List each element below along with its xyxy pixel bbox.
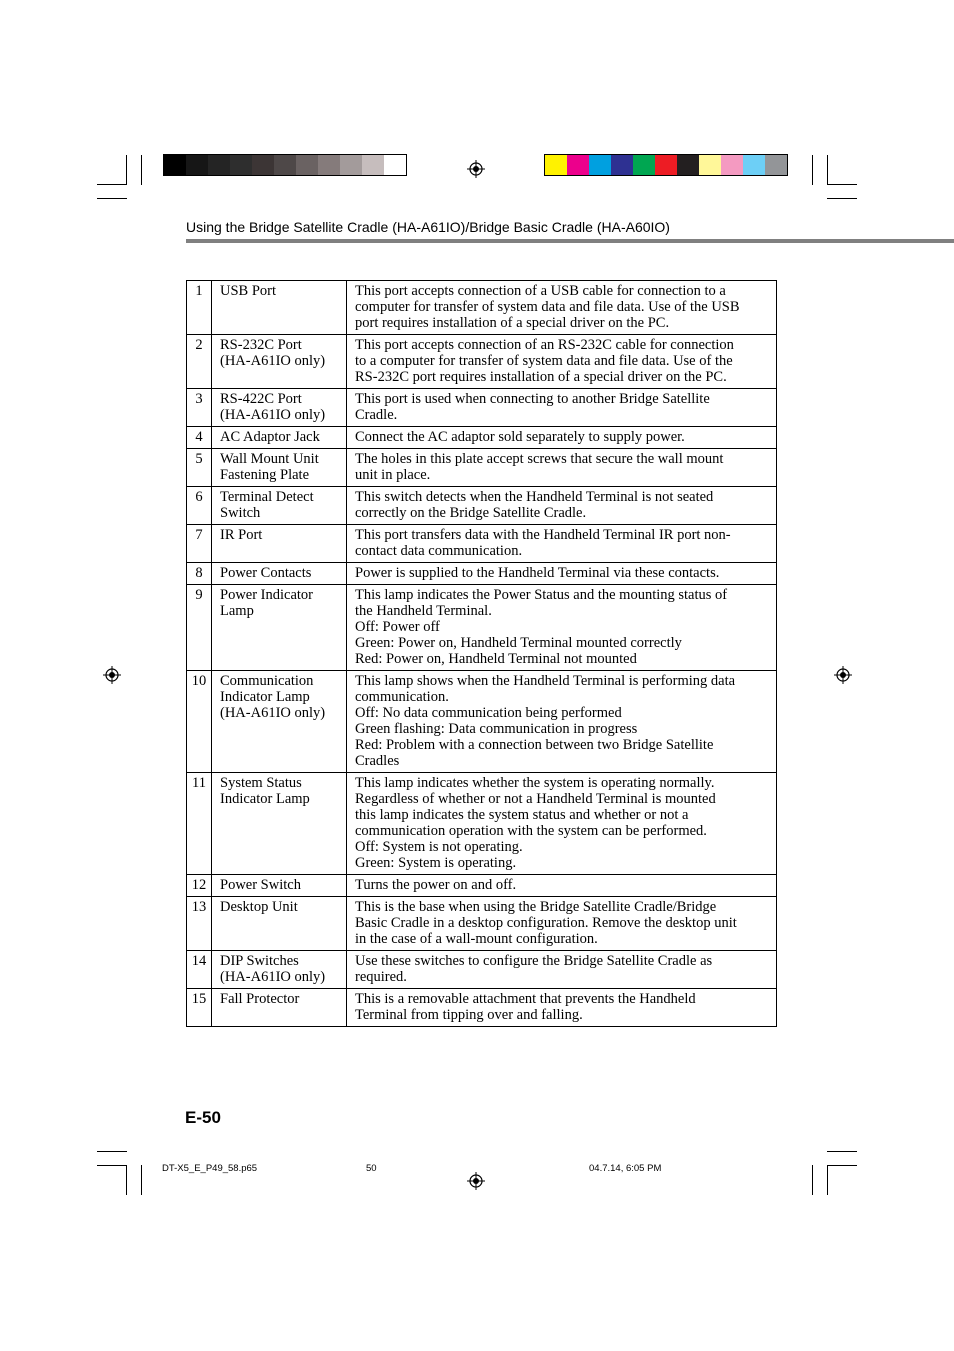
item-description-line: This is the base when using the Bridge Satellite Cradle/Bridge [355,899,717,915]
crop-mark [812,155,813,185]
table-row [187,427,777,449]
item-name [212,989,347,1027]
item-description-line: the Handheld Terminal. [355,603,492,619]
table-row [187,989,777,1027]
item-description-line: to a computer for transfer of system data and file data. Use of the [355,353,733,369]
item-description-line: port requires installation of a special driver on the PC. [355,315,670,331]
item-name-line: (HA-A61IO only) [220,705,326,721]
bar-frame [544,154,788,176]
parts-table [186,280,777,1027]
crop-mark [812,1165,813,1195]
item-description-line: Green flashing: Data communication in progress [355,721,638,737]
crop-mark [827,1151,857,1152]
item-name-line: Indicator Lamp [220,689,310,705]
item-description [347,989,777,1027]
item-name-line: (HA-A61IO only) [220,407,326,423]
item-description-line: computer for transfer of system data and file data. Use of the USB [355,299,740,315]
table-row [187,525,777,563]
crop-mark [141,155,142,185]
table-row [187,563,777,585]
item-number: 3 [187,389,212,427]
item-description-line: required. [355,969,407,985]
item-description-line: Power is supplied to the Handheld Terminal via these contacts. [355,565,720,581]
item-name-line: RS-232C Port [220,337,302,353]
item-name-line: Fastening Plate [220,467,310,483]
table-row [187,335,777,389]
crop-mark [827,1165,857,1166]
crop-mark [97,1151,127,1152]
crop-mark [97,1165,127,1166]
item-description-line: Red: Power on, Handheld Terminal not mounted [355,651,637,667]
table-row [187,281,777,335]
item-name-line: IR Port [220,527,263,543]
item-name-line: (HA-A61IO only) [220,969,326,985]
item-name [212,335,347,389]
item-number: 7 [187,525,212,563]
page-number: E-50 [185,1108,221,1127]
item-description-line: Off: No data communication being performed [355,705,622,721]
item-name [212,281,347,335]
table-row [187,773,777,875]
item-description [347,671,777,773]
item-description-line: communication operation with the system can be performed. [355,823,707,839]
footer-date: 04.7.14, 6:05 PM [589,1163,662,1174]
crop-mark [141,1165,142,1195]
item-description [347,449,777,487]
item-name [212,951,347,989]
item-name-line: System Status [220,775,302,791]
item-name-line: Power Contacts [220,565,312,581]
item-description [347,951,777,989]
footer-page: 50 [366,1163,377,1174]
item-name-line: Lamp [220,603,254,619]
item-description-line: in the case of a wall-mount configuration. [355,931,598,947]
item-number: 12 [187,875,212,897]
item-description-line: Terminal from tipping over and falling. [355,1007,583,1023]
item-name-line: DIP Switches [220,953,299,969]
item-number: 1 [187,281,212,335]
item-description [347,585,777,671]
item-description-line: Regardless of whether or not a Handheld Terminal is mounted [355,791,716,807]
item-name-line: Wall Mount Unit [220,451,319,467]
item-description-line: correctly on the Bridge Satellite Cradle. [355,505,587,521]
item-name [212,427,347,449]
item-description-line: contact data communication. [355,543,523,559]
item-description [347,875,777,897]
item-number: 15 [187,989,212,1027]
table-row [187,585,777,671]
item-description-line: This switch detects when the Handheld Terminal is not seated [355,489,714,505]
item-name [212,897,347,951]
item-name-line: (HA-A61IO only) [220,353,326,369]
item-number: 9 [187,585,212,671]
item-description-line: Green: Power on, Handheld Terminal mounted correctly [355,635,682,651]
item-description [347,525,777,563]
crop-mark [827,1165,828,1195]
item-description-line: unit in place. [355,467,431,483]
item-description-line: Off: Power off [355,619,440,635]
item-name-line: Fall Protector [220,991,300,1007]
item-description-line: Cradles [355,753,400,769]
item-name [212,449,347,487]
item-name [212,585,347,671]
item-number: 4 [187,427,212,449]
item-name [212,773,347,875]
registration-mark-icon [834,666,852,684]
item-description-line: Cradle. [355,407,398,423]
item-name-line: Power Indicator [220,587,314,603]
item-name-line: AC Adaptor Jack [220,429,320,445]
item-description [347,773,777,875]
item-description-line: This port transfers data with the Handheld Terminal IR port non- [355,527,731,543]
item-name [212,389,347,427]
item-name [212,563,347,585]
item-number: 11 [187,773,212,875]
item-description [347,335,777,389]
item-description-line: This lamp shows when the Handheld Terminal is performing data [355,673,736,689]
bar-frame [163,154,407,176]
item-number: 8 [187,563,212,585]
item-description-line: communication. [355,689,449,705]
item-name-line: Indicator Lamp [220,791,310,807]
table-row [187,389,777,427]
registration-mark-icon [103,666,121,684]
item-description-line: Green: System is operating. [355,855,517,871]
item-name-line: RS-422C Port [220,391,302,407]
item-description-line: This port accepts connection of an RS-232C cable for connection [355,337,734,353]
item-number: 6 [187,487,212,525]
item-name-line: Communication [220,673,314,689]
item-number: 5 [187,449,212,487]
item-name-line: Desktop Unit [220,899,298,915]
crop-mark [126,155,127,185]
item-description-line: Connect the AC adaptor sold separately to supply power. [355,429,685,445]
table-row [187,487,777,525]
registration-mark-icon [467,1172,485,1190]
item-description-line: RS-232C port requires installation of a special driver on the PC. [355,369,727,385]
table-row [187,951,777,989]
crop-mark [827,155,828,185]
crop-mark [97,184,127,185]
crop-mark [126,1165,127,1195]
section-header: Using the Bridge Satellite Cradle (HA-A61IO)/Bridge Basic Cradle (HA-A60IO) [186,219,670,235]
table-row [187,449,777,487]
item-description-line: Turns the power on and off. [355,877,517,893]
item-name [212,525,347,563]
crop-mark [827,184,857,185]
item-description [347,487,777,525]
item-name-line: Power Switch [220,877,301,893]
item-description-line: Basic Cradle in a desktop configuration. Remove the desktop unit [355,915,737,931]
item-description [347,389,777,427]
item-description-line: This port accepts connection of a USB cable for connection to a [355,283,726,299]
footer-file: DT-X5_E_P49_58.p65 [162,1163,258,1174]
item-description-line: This lamp indicates the Power Status and the mounting status of [355,587,728,603]
item-description-line: Off: System is not operating. [355,839,523,855]
header-rule [186,239,954,243]
item-description [347,897,777,951]
item-name [212,671,347,773]
table-row [187,897,777,951]
item-description [347,281,777,335]
registration-mark-icon [467,160,485,178]
crop-mark [827,198,857,199]
item-description-line: Red: Problem with a connection between two Bridge Satellite [355,737,714,753]
table-row [187,875,777,897]
item-description-line: This port is used when connecting to another Bridge Satellite [355,391,710,407]
item-description-line: this lamp indicates the system status and whether or not a [355,807,689,823]
item-description-line: Use these switches to configure the Bridge Satellite Cradle as [355,953,713,969]
item-name-line: Switch [220,505,261,521]
item-name-line: USB Port [220,283,277,299]
item-description-line: This is a removable attachment that prevents the Handheld [355,991,696,1007]
item-number: 13 [187,897,212,951]
item-number: 2 [187,335,212,389]
item-name [212,875,347,897]
item-description [347,563,777,585]
item-description [347,427,777,449]
crop-mark [97,198,127,199]
item-description-line: This lamp indicates whether the system is operating normally. [355,775,715,791]
item-name [212,487,347,525]
item-number: 14 [187,951,212,989]
item-number: 10 [187,671,212,773]
item-description-line: The holes in this plate accept screws that secure the wall mount [355,451,724,467]
table-row [187,671,777,773]
item-name-line: Terminal Detect [220,489,314,505]
